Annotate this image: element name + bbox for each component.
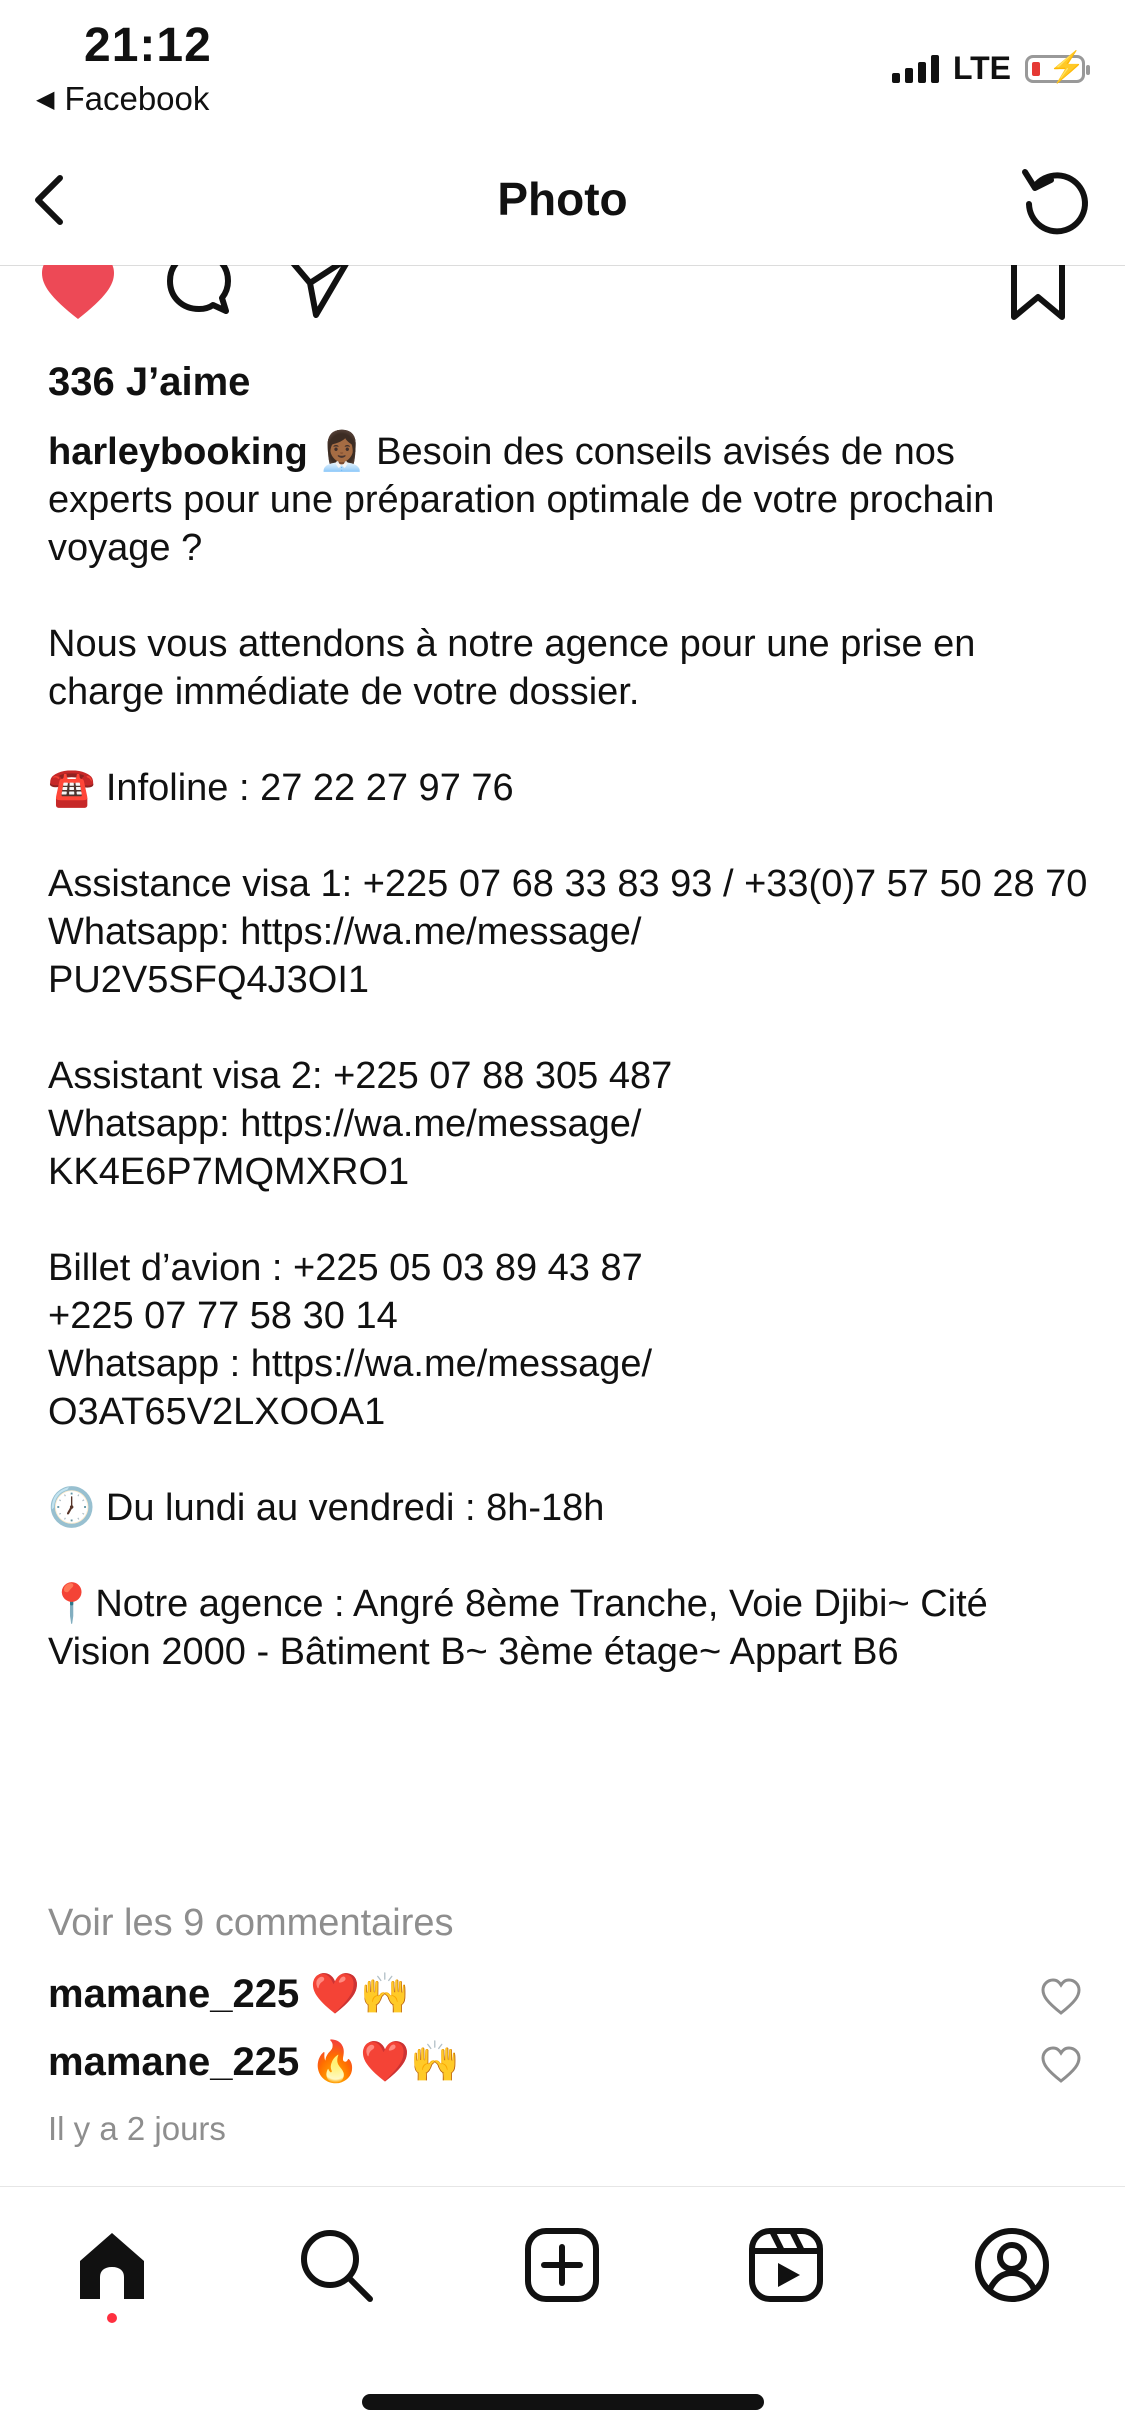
comment-like-heart-icon[interactable] [1041, 1978, 1081, 2018]
comment-row [48, 1970, 1078, 2017]
home-icon[interactable] [72, 2225, 152, 2305]
heart-filled-icon[interactable] [40, 265, 116, 323]
search-icon[interactable] [296, 2225, 376, 2305]
notification-dot [107, 2313, 117, 2323]
caption-username[interactable]: harleybooking [48, 431, 308, 473]
back-app-label: Facebook [64, 80, 210, 117]
bottom-nav [0, 2186, 1125, 2327]
share-icon[interactable] [284, 265, 356, 321]
post-caption [48, 428, 1088, 1676]
comment-icon[interactable] [164, 265, 234, 321]
view-comments-link[interactable]: Voir les 9 commentaires [48, 1902, 454, 1944]
network-label: LTE [952, 50, 1011, 86]
signal-icon [892, 55, 939, 83]
status-right [892, 50, 1085, 87]
comment-row [48, 2038, 1078, 2085]
reels-icon[interactable] [746, 2225, 826, 2305]
comment-like-heart-icon[interactable] [1041, 2046, 1081, 2086]
likes-count[interactable]: 336 J’aime [48, 360, 251, 404]
status-time: 21:12 [84, 19, 212, 72]
comment-text: ❤️🙌 [299, 1972, 411, 2016]
back-triangle-icon: ◀ [36, 85, 55, 113]
comment-user[interactable]: mamane_225 [48, 1972, 300, 2016]
home-indicator [362, 2394, 764, 2410]
comment-text: 🔥❤️🙌 [299, 2040, 460, 2084]
battery-icon: ⚡ [1025, 55, 1085, 83]
page-title: Photo [497, 173, 628, 225]
header [0, 150, 1125, 266]
refresh-icon[interactable] [1015, 158, 1095, 238]
back-to-app-link[interactable] [36, 80, 209, 118]
post-timestamp: Il y a 2 jours [48, 2110, 226, 2147]
action-row [0, 265, 1125, 345]
caption-text: 👩🏾‍💼 Besoin des conseils avisés de nos experts pour une préparation optimale de votre prochain voyage ? Nous vous attendons à notre agence pour une prise en charge immédiate de votre dossier. ☎️ Infoline : 27 22 27 97 76 Assistance visa 1: +225 07 68 33 83 93 / +33(0)7 57 50 28 70 Whatsapp: https://wa.me/message/ PU2V5SFQ4J3OI1 Assistant visa 2: +225 07 88 305 487 Whatsapp: https://wa.me/message/ KK4E6P7MQMXRO1 Billet d’avion : +225 05 03 89 43 87 +225 07 77 58 30 14 Whatsapp : https://wa.me/message/ O3AT65V2LXOOA1 🕖 Du lundi au vendredi : 8h-18h 📍Notre agence : Angré 8ème Tranche, Voie Djibi~ Cité Vision 2000 - Bâtiment B~ 3ème étage~ Appart B6 [48, 431, 1088, 1673]
new-post-icon[interactable] [522, 2225, 602, 2305]
profile-icon[interactable] [972, 2225, 1052, 2305]
comment-user[interactable]: mamane_225 [48, 2040, 300, 2084]
bookmark-icon[interactable] [1006, 265, 1070, 325]
